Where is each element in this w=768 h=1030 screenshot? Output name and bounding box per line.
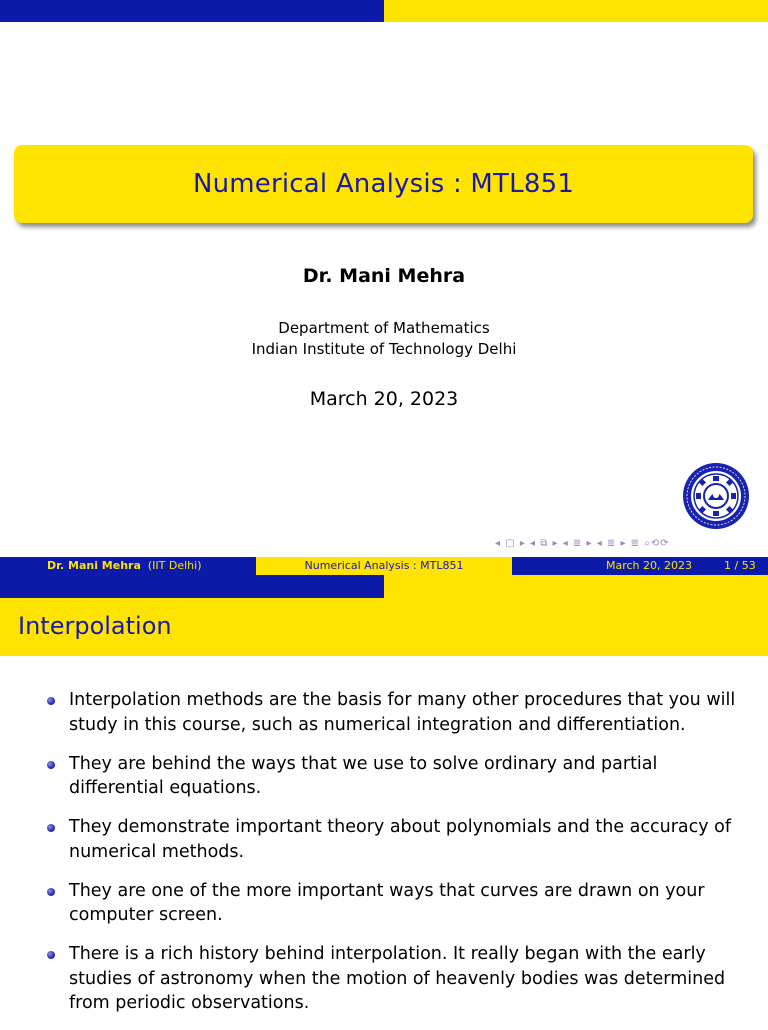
top-bar-right [384,0,768,22]
bullet-text: They are one of the more important ways that curves are drawn on your computer screen. [69,880,705,925]
footer-author [0,557,256,575]
title-box [14,145,753,223]
bullet-list [45,688,745,1030]
slide2-top-bar-right [384,575,768,598]
bullet-text: There is a rich history behind interpolation. It really began with the early studies of astronomy when the motion of heavenly bodies was determined from periodic observations. [69,944,726,1013]
frame-title: Interpolation [18,612,172,640]
bullet-icon [47,951,55,959]
footer-page-number: 1 / 53 [724,559,756,572]
footer-date-page [512,557,768,575]
list-item [45,815,745,864]
affiliation-block [0,318,768,360]
author-name: Dr. Mani Mehra [302,265,466,287]
bullet-text: Interpolation methods are the basis for many other procedures that you will study in this course, such as numerical integration and differentiation. [69,690,736,735]
footer-title [256,557,512,575]
iit-delhi-seal-icon [682,462,750,530]
slide-title: Numerical Analysis : MTL851 [192,169,575,199]
bullet-icon [47,888,55,896]
bullet-icon [47,761,55,769]
presentation-date: March 20, 2023 [309,388,459,410]
footer-affiliation: (IIT Delhi) [147,559,202,572]
department: Department of Mathematics [278,319,490,337]
slide2-top-bar-left [0,575,384,598]
list-item [45,688,745,737]
top-bar-left [0,0,384,22]
bullet-icon [47,697,55,705]
list-item [45,942,745,1016]
footer-title-text: Numerical Analysis : MTL851 [304,559,464,572]
institute: Indian Institute of Technology Delhi [251,340,517,358]
footer-author-name: Dr. Mani Mehra [47,559,141,572]
bullet-text: They demonstrate important theory about polynomials and the accuracy of numerical methods. [69,817,732,862]
bullet-icon [47,824,55,832]
footer-date: March 20, 2023 [606,559,693,572]
beamer-navigation-symbols[interactable]: ◂ ▢ ▸ ◂ ⧉ ▸ ◂ ≣ ▸ ◂ ≣ ▸ ≣ ⌕⟲⟳ [495,538,670,549]
list-item [45,879,745,928]
list-item [45,752,745,801]
bullet-text: They are behind the ways that we use to solve ordinary and partial differential equations. [69,753,658,798]
